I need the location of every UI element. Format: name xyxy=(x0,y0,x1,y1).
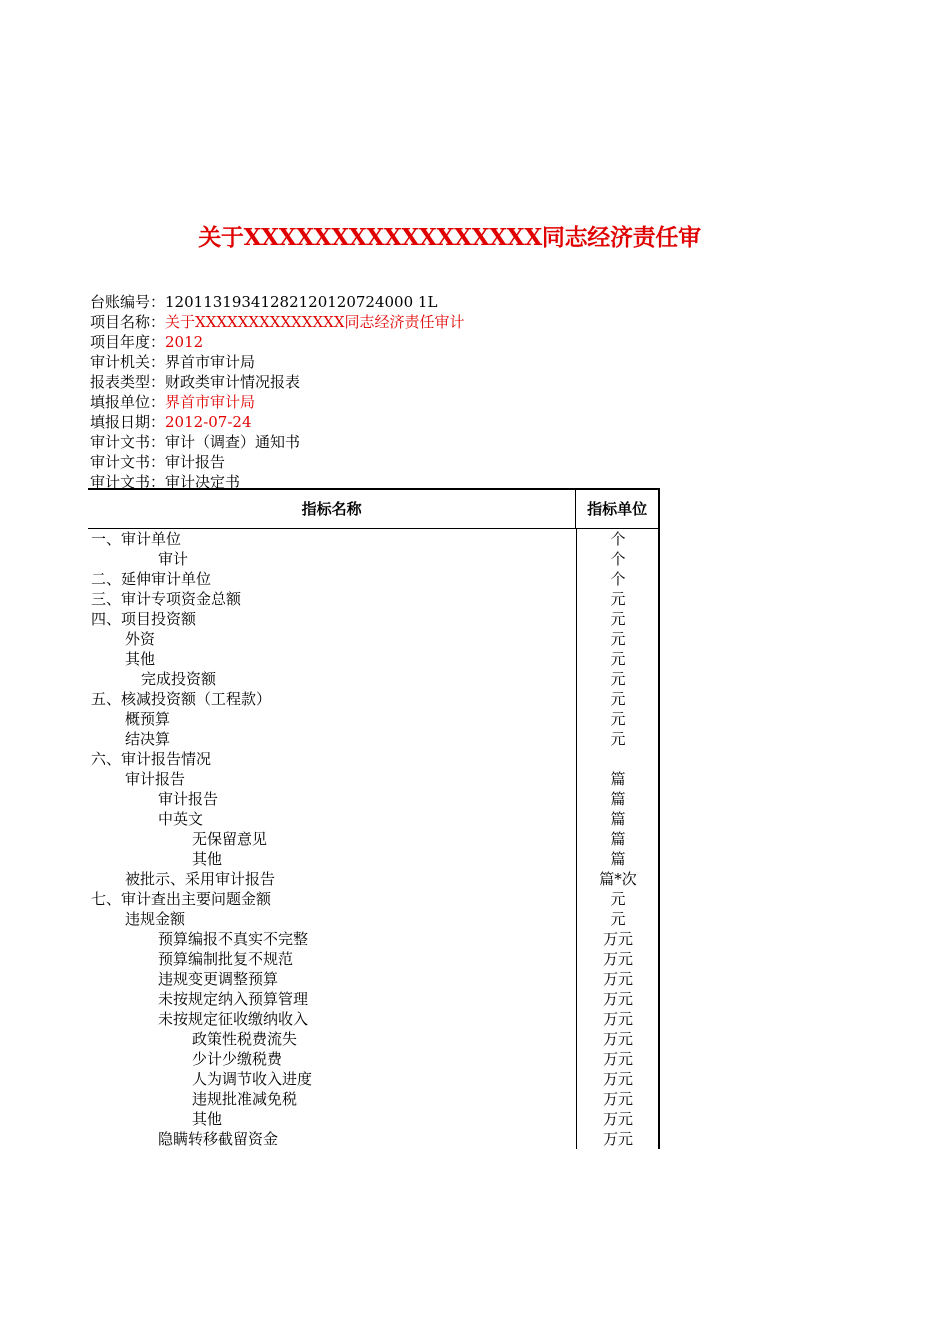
indicator-unit: 万元 xyxy=(602,1030,633,1048)
meta-label: 填报单位： xyxy=(90,393,166,411)
table-row xyxy=(88,689,660,709)
indicator-unit: 万元 xyxy=(602,1010,633,1028)
meta-row xyxy=(90,372,465,392)
indicator-unit: 篇 xyxy=(610,770,626,788)
table-row xyxy=(88,1049,660,1069)
table-row xyxy=(88,1129,660,1149)
indicator-name: 中英文 xyxy=(158,810,204,828)
indicator-unit: 个 xyxy=(610,550,626,568)
meta-value: 审计决定书 xyxy=(165,473,241,491)
meta-value: 审计报告 xyxy=(165,453,226,471)
table-row xyxy=(88,809,660,829)
indicator-name: 审计报告 xyxy=(158,790,219,808)
indicator-name: 少计少缴税费 xyxy=(192,1050,283,1068)
indicator-unit: 元 xyxy=(610,630,626,648)
table-row xyxy=(88,649,660,669)
meta-value: 审计（调查）通知书 xyxy=(165,433,301,451)
indicator-unit: 个 xyxy=(610,570,626,588)
indicator-name: 六、审计报告情况 xyxy=(91,750,212,768)
meta-row xyxy=(90,312,465,332)
indicator-name: 五、核减投资额（工程款） xyxy=(91,690,272,708)
indicator-name: 违规批准减免税 xyxy=(192,1090,298,1108)
table-row xyxy=(88,569,660,589)
meta-label: 台账编号： xyxy=(90,293,166,311)
indicator-unit: 篇 xyxy=(610,850,626,868)
table-row xyxy=(88,829,660,849)
indicator-name: 审计报告 xyxy=(125,770,186,788)
indicator-name: 未按规定征收缴纳收入 xyxy=(158,1010,309,1028)
indicator-name: 外资 xyxy=(125,630,156,648)
meta-row xyxy=(90,432,465,452)
meta-row xyxy=(90,392,465,412)
table-row xyxy=(88,729,660,749)
indicator-name: 概预算 xyxy=(125,710,171,728)
indicator-unit: 万元 xyxy=(602,1110,633,1128)
meta-value: 12011319341282120120724000 1L xyxy=(165,293,438,311)
indicator-name: 三、审计专项资金总额 xyxy=(91,590,242,608)
table-row xyxy=(88,769,660,789)
indicator-unit: 万元 xyxy=(602,990,633,1008)
indicator-unit: 万元 xyxy=(602,1070,633,1088)
meta-label: 审计文书： xyxy=(90,473,166,491)
indicator-name: 七、审计查出主要问题金额 xyxy=(91,890,272,908)
indicator-name: 一、审计单位 xyxy=(91,530,182,548)
meta-value: 界首市审计局 xyxy=(165,393,256,411)
indicator-unit: 万元 xyxy=(602,970,633,988)
table-row xyxy=(88,889,660,909)
table-row xyxy=(88,989,660,1009)
indicator-unit: 万元 xyxy=(602,950,633,968)
table-row xyxy=(88,549,660,569)
table-row xyxy=(88,1009,660,1029)
indicator-name: 无保留意见 xyxy=(192,830,268,848)
table-row xyxy=(88,1109,660,1129)
indicator-unit: 篇*次 xyxy=(599,870,637,888)
table-row xyxy=(88,969,660,989)
meta-label: 填报日期： xyxy=(90,413,166,431)
meta-label: 审计机关： xyxy=(90,353,166,371)
indicator-name: 未按规定纳入预算管理 xyxy=(158,990,309,1008)
meta-value: 2012 xyxy=(165,333,204,351)
indicator-name: 完成投资额 xyxy=(141,670,217,688)
table-row xyxy=(88,869,660,889)
indicator-name: 预算编报不真实不完整 xyxy=(158,930,309,948)
meta-row xyxy=(90,292,465,312)
meta-label: 审计文书： xyxy=(90,433,166,451)
table-row xyxy=(88,949,660,969)
indicator-unit: 元 xyxy=(610,610,626,628)
document-title: 关于XXXXXXXXXXXXXXXXX同志经济责任审 xyxy=(198,224,701,251)
table-body xyxy=(88,529,660,1149)
indicator-unit: 篇 xyxy=(610,830,626,848)
meta-block xyxy=(90,292,465,492)
indicator-name: 结决算 xyxy=(125,730,171,748)
meta-row xyxy=(90,352,465,372)
indicator-name: 人为调节收入进度 xyxy=(192,1070,313,1088)
meta-label: 项目名称： xyxy=(90,313,166,331)
meta-label: 项目年度： xyxy=(90,333,166,351)
table-row xyxy=(88,929,660,949)
table-row xyxy=(88,529,660,549)
indicator-unit: 篇 xyxy=(610,790,626,808)
table-row xyxy=(88,589,660,609)
meta-value: 2012-07-24 xyxy=(165,413,252,431)
header-indicator-name: 指标名称 xyxy=(301,500,362,518)
indicator-name: 政策性税费流失 xyxy=(192,1030,298,1048)
indicator-unit: 篇 xyxy=(610,810,626,828)
indicator-name: 审计 xyxy=(158,550,189,568)
indicator-unit: 万元 xyxy=(602,930,633,948)
meta-row xyxy=(90,452,465,472)
indicator-name: 其他 xyxy=(192,850,223,868)
indicator-unit: 元 xyxy=(610,910,626,928)
indicator-name: 违规金额 xyxy=(125,910,186,928)
table-row xyxy=(88,1089,660,1109)
indicator-table xyxy=(88,488,660,1149)
meta-value: 财政类审计情况报表 xyxy=(165,373,301,391)
indicator-unit: 元 xyxy=(610,650,626,668)
indicator-name: 违规变更调整预算 xyxy=(158,970,279,988)
table-row xyxy=(88,849,660,869)
indicator-unit: 万元 xyxy=(602,1090,633,1108)
indicator-unit: 元 xyxy=(610,590,626,608)
indicator-name: 预算编制批复不规范 xyxy=(158,950,294,968)
indicator-unit: 万元 xyxy=(602,1130,633,1148)
indicator-name: 其他 xyxy=(192,1110,223,1128)
indicator-unit: 元 xyxy=(610,710,626,728)
indicator-unit: 元 xyxy=(610,890,626,908)
table-row xyxy=(88,709,660,729)
table-row xyxy=(88,629,660,649)
indicator-unit: 元 xyxy=(610,690,626,708)
table-row xyxy=(88,909,660,929)
indicator-name: 被批示、采用审计报告 xyxy=(125,870,276,888)
table-row xyxy=(88,789,660,809)
meta-value: 关于XXXXXXXXXXXXXX同志经济责任审计 xyxy=(165,313,465,331)
table-row xyxy=(88,609,660,629)
meta-row xyxy=(90,412,465,432)
indicator-name: 隐瞒转移截留资金 xyxy=(158,1130,279,1148)
table-row xyxy=(88,669,660,689)
table-row xyxy=(88,749,660,769)
meta-row xyxy=(90,332,465,352)
table-header xyxy=(88,488,660,529)
indicator-unit xyxy=(576,749,660,769)
indicator-unit: 万元 xyxy=(602,1050,633,1068)
header-indicator-unit: 指标单位 xyxy=(575,490,660,528)
table-row xyxy=(88,1069,660,1089)
indicator-unit: 个 xyxy=(610,530,626,548)
indicator-name: 二、延伸审计单位 xyxy=(91,570,212,588)
indicator-unit: 元 xyxy=(610,730,626,748)
meta-label: 报表类型： xyxy=(90,373,166,391)
indicator-unit: 元 xyxy=(610,670,626,688)
meta-label: 审计文书： xyxy=(90,453,166,471)
indicator-name: 四、项目投资额 xyxy=(91,610,197,628)
table-row xyxy=(88,1029,660,1049)
indicator-name: 其他 xyxy=(125,650,156,668)
meta-value: 界首市审计局 xyxy=(165,353,256,371)
